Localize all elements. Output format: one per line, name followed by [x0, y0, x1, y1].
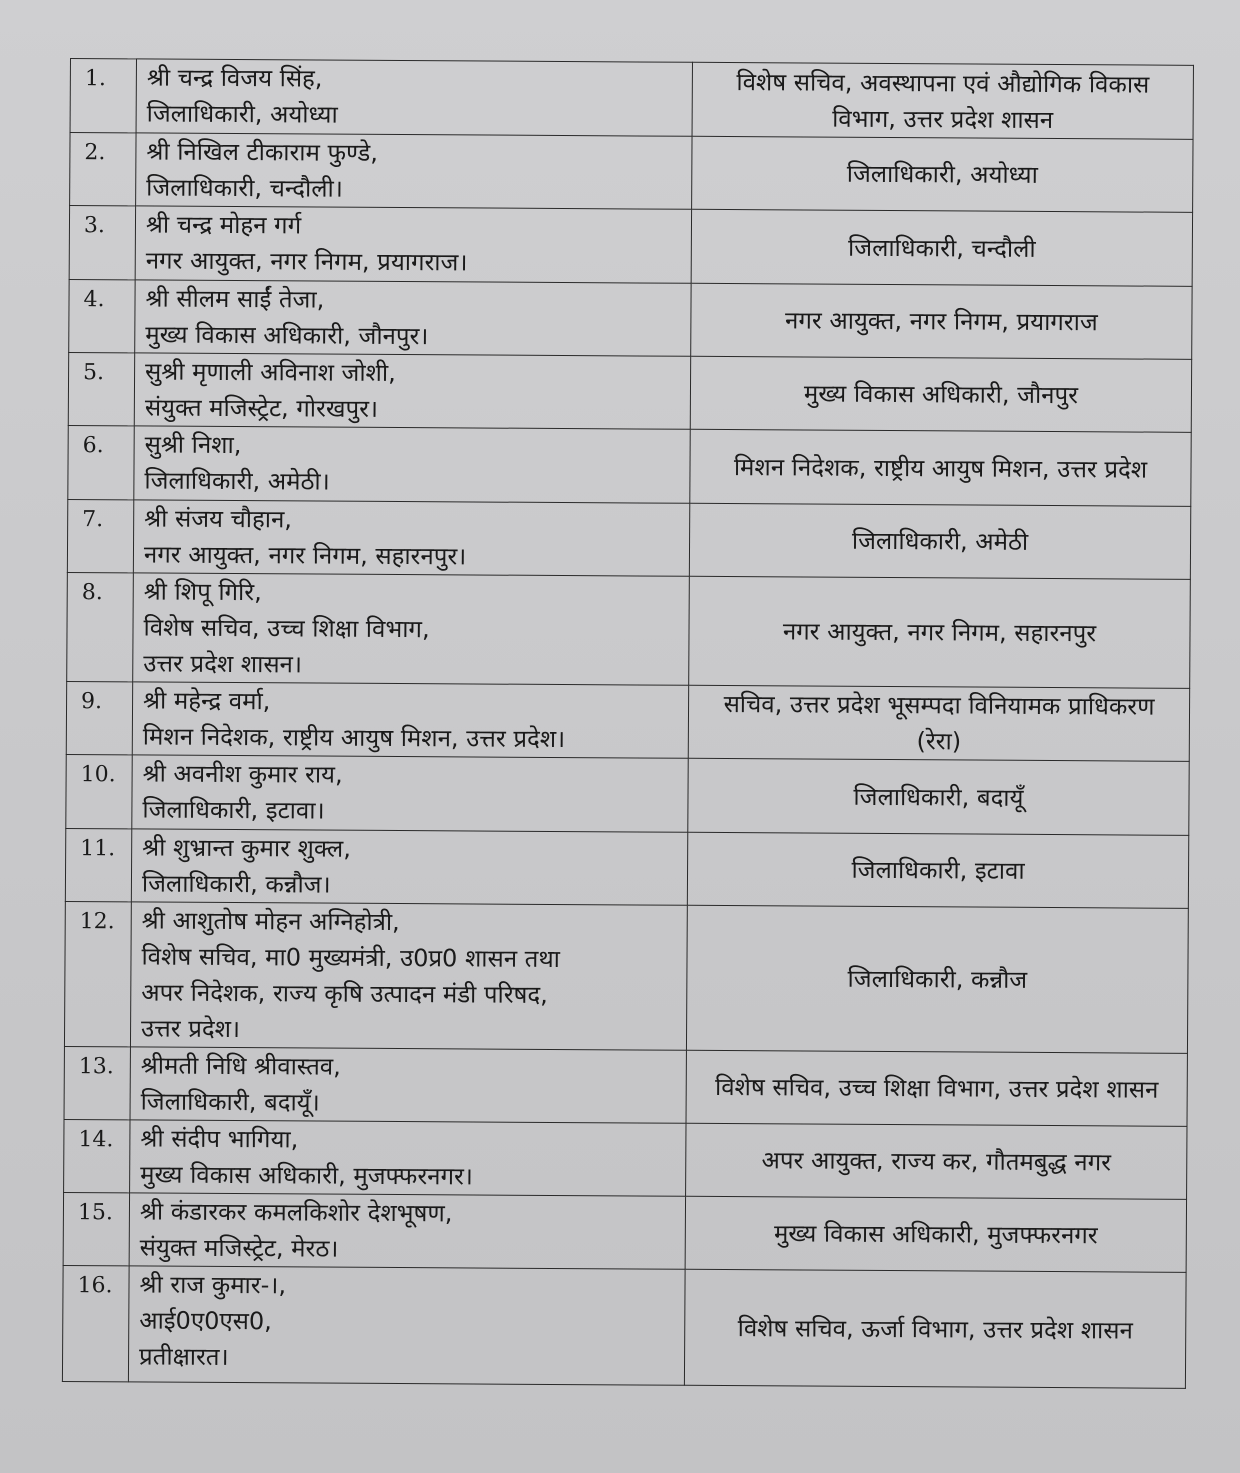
current-posting-line: विशेष सचिव, उच्च शिक्षा विभाग,: [143, 613, 430, 644]
table-row: [63, 1192, 1186, 1272]
serial-number: 2.: [70, 133, 136, 206]
current-posting-line: नगर आयुक्त, नगर निगम, प्रयागराज।: [145, 246, 468, 277]
current-posting-line: उत्तर प्रदेश।: [140, 1014, 241, 1044]
new-posting: विशेष सचिव, उच्च शिक्षा विभाग, उत्तर प्रदेश शासन: [686, 1050, 1187, 1126]
officer-current-posting-cell: [129, 1193, 685, 1269]
officer-current-posting-cell: [128, 1266, 685, 1385]
serial-number: 10.: [66, 754, 132, 828]
serial-number: 1.: [70, 59, 136, 133]
serial-number: 13.: [64, 1046, 130, 1119]
officer-name: श्री चन्द्र मोहन गर्ग: [145, 210, 302, 240]
table-row: [68, 425, 1191, 506]
table-row: [66, 681, 1189, 761]
table-row: [67, 572, 1191, 688]
officer-name: सुश्री मृणाली अविनाश जोशी,: [145, 357, 396, 387]
transfer-table-body: [62, 59, 1193, 1389]
serial-number: 8.: [67, 572, 134, 681]
serial-number: 12.: [64, 901, 131, 1046]
current-posting-line: जिलाधिकारी, कन्नौज।: [141, 869, 331, 899]
current-posting-line: प्रतीक्षारत।: [138, 1342, 229, 1371]
officer-current-posting-cell: [130, 902, 687, 1050]
table-row: [64, 1046, 1187, 1126]
serial-number: 5.: [68, 352, 134, 425]
new-posting: जिलाधिकारी, अयोध्या: [692, 136, 1193, 212]
officer-name: श्री कंडारकर कमलकिशोर देशभूषण,: [139, 1197, 453, 1228]
current-posting-line: मुख्य विकास अधिकारी, मुजफ्फरनगर।: [140, 1160, 474, 1191]
officer-name: श्री आशुतोष मोहन अग्निहोत्री,: [141, 906, 400, 937]
table-row: [69, 279, 1192, 359]
table-row: [70, 59, 1193, 140]
table-row: [64, 901, 1188, 1053]
current-posting-line: मिशन निदेशक, राष्ट्रीय आयुष मिशन, उत्तर प्रदेश।: [142, 722, 566, 754]
current-posting-line: आई0ए0एस0,: [139, 1306, 272, 1336]
officer-name: श्री शिपू गिरि,: [143, 577, 262, 607]
officer-name: श्री चन्द्र विजय सिंह,: [146, 63, 323, 93]
officer-name: श्री सीलम साईं तेजा,: [145, 284, 325, 314]
new-posting: अपर आयुक्त, राज्य कर, गौतमबुद्ध नगर: [686, 1123, 1187, 1199]
table-row: [68, 352, 1191, 432]
current-posting-line: उत्तर प्रदेश शासन।: [143, 649, 303, 679]
new-posting: जिलाधिकारी, चन्दौली: [691, 209, 1192, 286]
current-posting-line: जिलाधिकारी, अयोध्या: [146, 99, 338, 129]
officer-current-posting-cell: [136, 133, 692, 209]
officer-name: श्री संदीप भागिया,: [140, 1124, 299, 1154]
new-posting: विशेष सचिव, ऊर्जा विभाग, उत्तर प्रदेश शासन: [684, 1269, 1186, 1388]
officer-name: श्री निखिल टीकाराम फुण्डे,: [146, 137, 378, 167]
officer-current-posting-cell: [133, 500, 689, 576]
table-row: [66, 754, 1189, 835]
officer-name: सुश्री निशा,: [144, 430, 242, 460]
new-posting: जिलाधिकारी, अमेठी: [689, 503, 1190, 579]
serial-number: 15.: [63, 1192, 129, 1265]
officer-name: श्री राज कुमार-।,: [139, 1270, 287, 1300]
current-posting-line: जिलाधिकारी, इटावा।: [142, 795, 325, 825]
new-posting: मुख्य विकास अधिकारी, मुजफ्फरनगर: [685, 1196, 1186, 1272]
current-posting-line: जिलाधिकारी, अमेठी।: [144, 466, 330, 496]
table-row: [69, 206, 1192, 287]
serial-number: 4.: [69, 279, 135, 352]
serial-number: 3.: [69, 206, 135, 280]
serial-number: 6.: [68, 425, 134, 499]
new-posting: मुख्य विकास अधिकारी, जौनपुर: [690, 356, 1191, 432]
officer-name: श्री संजय चौहान,: [144, 504, 293, 534]
serial-number: 14.: [64, 1119, 130, 1192]
officer-name: श्री महेन्द्र वर्मा,: [142, 686, 271, 716]
transfer-table: [62, 58, 1194, 1389]
officer-current-posting-cell: [133, 573, 690, 685]
new-posting: जिलाधिकारी, कन्नौज: [686, 905, 1188, 1053]
current-posting-line: मुख्य विकास अधिकारी, जौनपुर।: [145, 320, 429, 351]
table-row: [70, 133, 1193, 213]
current-posting-line: संयुक्त मजिस्ट्रेट, मेरठ।: [139, 1233, 339, 1263]
officer-current-posting-cell: [135, 280, 691, 356]
officer-name: श्री अवनीश कुमार राय,: [142, 759, 343, 789]
table-row: [65, 828, 1188, 908]
officer-current-posting-cell: [132, 755, 688, 832]
serial-number: 11.: [65, 828, 131, 901]
officer-current-posting-cell: [134, 426, 690, 503]
new-posting: जिलाधिकारी, बदायूँ: [688, 758, 1189, 835]
current-posting-line: विशेष सचिव, मा0 मुख्यमंत्री, उ0प्र0 शासन तथा: [141, 942, 561, 974]
officer-name: श्रीमती निधि श्रीवास्तव,: [140, 1051, 341, 1081]
current-posting-line: जिलाधिकारी, चन्दौली।: [146, 173, 343, 203]
table-row: [64, 1119, 1187, 1199]
current-posting-line: नगर आयुक्त, नगर निगम, सहारनपुर।: [143, 540, 467, 571]
table-row: [62, 1265, 1186, 1388]
new-posting: जिलाधिकारी, इटावा: [687, 832, 1188, 908]
officer-current-posting-cell: [130, 1120, 686, 1196]
officer-current-posting-cell: [135, 206, 691, 283]
serial-number: 9.: [66, 681, 132, 754]
officer-current-posting-cell: [132, 682, 688, 758]
current-posting-line: जिलाधिकारी, बदायूँ।: [140, 1087, 320, 1117]
new-posting: मिशन निदेशक, राष्ट्रीय आयुष मिशन, उत्तर प्रदेश: [690, 429, 1191, 506]
table-row: [67, 499, 1190, 579]
officer-current-posting-cell: [134, 353, 690, 429]
officer-current-posting-cell: [131, 829, 687, 905]
officer-current-posting-cell: [136, 59, 692, 136]
new-posting: नगर आयुक्त, नगर निगम, प्रयागराज: [691, 283, 1192, 359]
serial-number: 16.: [62, 1265, 129, 1381]
new-posting: सचिव, उत्तर प्रदेश भूसम्पदा विनियामक प्राधिकरण (रेरा): [688, 685, 1189, 761]
current-posting-line: अपर निदेशक, राज्य कृषि उत्पादन मंडी परिषद,: [141, 978, 548, 1009]
officer-name: श्री शुभ्रान्त कुमार शुक्ल,: [142, 833, 351, 863]
serial-number: 7.: [67, 499, 133, 572]
officer-current-posting-cell: [130, 1047, 686, 1123]
new-posting: नगर आयुक्त, नगर निगम, सहारनपुर: [689, 576, 1191, 688]
new-posting: विशेष सचिव, अवस्थापना एवं औद्योगिक विकास विभाग, उत्तर प्रदेश शासन: [692, 62, 1193, 139]
current-posting-line: संयुक्त मजिस्ट्रेट, गोरखपुर।: [144, 393, 379, 423]
